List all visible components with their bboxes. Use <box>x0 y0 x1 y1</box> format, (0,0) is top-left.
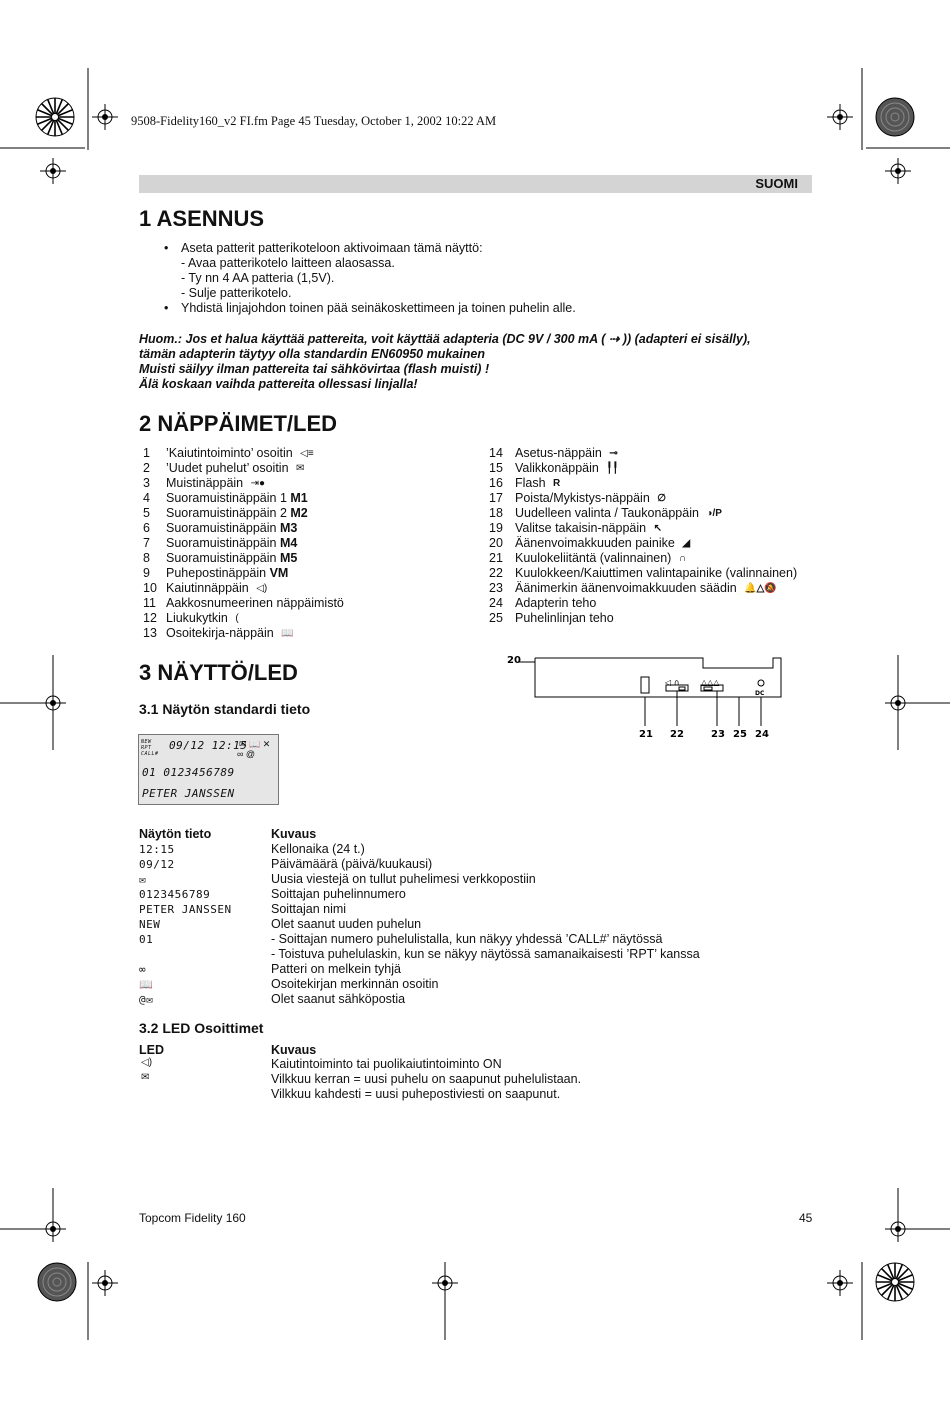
key-label: Kuulokeliitäntä (valinnainen) ∩ <box>515 551 687 565</box>
led-symbol: ✉ <box>141 1072 150 1083</box>
speaker-icon: ◁) <box>256 583 268 595</box>
display-symbol: 01 <box>139 933 154 946</box>
key-label: Kaiutinnäppäin ◁) <box>166 581 268 595</box>
key-label: Adapterin teho <box>515 596 597 610</box>
key-number: 17 <box>489 491 503 505</box>
key-code: M4 <box>279 536 298 550</box>
key-label: Liukukytkin ( <box>166 611 239 625</box>
note-line: Muisti säilyy ilman pattereita tai sähkövirtaa (flash muisti) ! <box>139 362 490 376</box>
mute-icon: ∅ <box>657 493 666 505</box>
led-description: Vilkkuu kahdesti = uusi puhepostiviesti on saapunut. <box>271 1087 561 1101</box>
key-number: 19 <box>489 521 503 535</box>
subsection-3-2-title: 3.2 LED Osoittimet <box>139 1020 264 1036</box>
display-description: Olet saanut uuden puhelun <box>271 917 422 931</box>
key-number: 22 <box>489 566 503 580</box>
callout-20: 20 <box>507 655 521 666</box>
setup-icon: ⊸ <box>609 448 618 460</box>
display-description: Soittajan nimi <box>271 902 347 916</box>
callback-icon: ↖ <box>653 523 662 535</box>
display-description: Uusia viestejä on tullut puhelimesi verkkopostiin <box>271 872 536 886</box>
key-label: Suoramuistinäppäin 2 M2 <box>166 506 308 520</box>
key-label: ’Kaiutintoiminto’ osoitin ◁≡ <box>166 446 314 460</box>
key-label: ’Uudet puhelut’ osoitin ✉ <box>166 461 305 475</box>
key-label: Uudelleen valinta / Taukonäppäin ◑/P <box>515 506 722 520</box>
key-number: 6 <box>143 521 150 535</box>
display-description: Päivämäärä (päivä/kuukausi) <box>271 857 433 871</box>
key-label: Suoramuistinäppäin M5 <box>166 551 298 565</box>
svg-text:△△△: △△△ <box>701 678 720 687</box>
key-label: Puhepostinäppäin VM <box>166 566 289 580</box>
led-table-head-desc: Kuvaus <box>271 1043 317 1057</box>
install-line: - Avaa patterikotelo laitteen alaosassa. <box>181 256 395 270</box>
key-label: Puhelinlinjan teho <box>515 611 614 625</box>
note-line: Huom.: Jos et halua käyttää pattereita, voit käyttää adapteria (DC 9V / 300 mA ( ⇢ )) (adapteri ei sisälly), <box>139 332 751 346</box>
key-label: Valikkonäppäin ╿╿ <box>515 461 619 475</box>
display-symbol: @✉ <box>139 993 154 1006</box>
svg-text:21: 21 <box>639 729 653 740</box>
key-number: 9 <box>143 566 150 580</box>
key-number: 12 <box>143 611 157 625</box>
subsection-3-1-title: 3.1 Näytön standardi tieto <box>139 701 311 717</box>
key-number: 3 <box>143 476 150 490</box>
phone-rear-diagram <box>505 652 790 742</box>
display-symbol: ✉ <box>139 873 147 886</box>
key-label: Suoramuistinäppäin M3 <box>166 521 298 535</box>
language-label: SUOMI <box>755 176 798 191</box>
section-1-title: 1 ASENNUS <box>139 206 265 231</box>
key-number: 10 <box>143 581 157 595</box>
display-description: Patteri on melkein tyhjä <box>271 962 401 976</box>
adapter-note <box>139 332 751 392</box>
redial-icon: ◑/P <box>706 508 722 520</box>
section-3-title: 3 NÄYTTÖ/LED <box>139 660 298 685</box>
key-code: VM <box>269 566 289 580</box>
speaker-led-icon: ◁≡ <box>300 448 314 460</box>
memory-arrow-icon: ⇥● <box>250 478 266 490</box>
key-number: 5 <box>143 506 150 520</box>
key-number: 20 <box>489 536 503 550</box>
led-table-head-key: LED <box>139 1043 164 1057</box>
display-symbol: 09/12 <box>139 858 175 871</box>
display-description: - Soittajan numero puhelulistalla, kun näkyy yhdessä ’CALL#’ näytössä <box>271 932 663 946</box>
key-number: 21 <box>489 551 503 565</box>
key-label: Suoramuistinäppäin 1 M1 <box>166 491 308 505</box>
key-label: Poista/Mykistys-näppäin ∅ <box>515 491 666 505</box>
display-table-head-desc: Kuvaus <box>271 827 317 841</box>
install-line: - Ty nn 4 AA patteria (1,5V). <box>181 271 335 285</box>
display-description: Osoitekirjan merkinnän osoitin <box>271 977 439 991</box>
display-symbol: 📖 <box>139 978 154 991</box>
print-header: 9508-Fidelity160_v2 FI.fm Page 45 Tuesday, October 1, 2002 10:22 AM <box>131 114 497 128</box>
svg-text:22: 22 <box>670 729 684 740</box>
language-bar <box>139 175 812 193</box>
volume-icon: ◢ <box>682 538 691 550</box>
lcd-flags: NEW RPT CALL# <box>141 739 159 757</box>
lcd-name: PETER JANSSEN <box>142 787 235 800</box>
display-symbol: NEW <box>139 918 161 931</box>
key-code: M3 <box>279 521 298 535</box>
display-description: Kellonaika (24 t.) <box>271 842 365 856</box>
key-number: 13 <box>143 626 157 640</box>
key-label: Osoitekirja-näppäin 📖 <box>166 626 294 640</box>
key-code: M1 <box>290 491 308 505</box>
envelope-icon: ✉ <box>296 463 305 475</box>
key-number: 8 <box>143 551 150 565</box>
key-number: 24 <box>489 596 503 610</box>
book-icon: 📖 <box>281 628 294 640</box>
key-label: Muistinäppäin ⇥● <box>166 476 266 490</box>
dc-label: DC <box>755 690 765 697</box>
install-line: Yhdistä linjajohdon toinen pää seinäkoskettimeen ja toinen puhelin alle. <box>181 301 576 315</box>
note-line: Älä koskaan vaihda pattereita ollessasi linjalla! <box>139 377 418 391</box>
key-code: M2 <box>290 506 308 520</box>
key-label: Asetus-näppäin ⊸ <box>515 446 618 460</box>
led-description: Kaiutintoiminto tai puolikaiutintoiminto ON <box>271 1057 502 1071</box>
slide-switch-icon: ( <box>235 613 239 625</box>
display-description: - Toistuva puhelulaskin, kun se näkyy näytössä samanaikaisesti ’RPT’ kanssa <box>271 947 700 961</box>
display-table-head-key: Näytön tieto <box>139 827 212 841</box>
key-number: 7 <box>143 536 150 550</box>
display-description: Soittajan puhelinnumero <box>271 887 406 901</box>
svg-text:23: 23 <box>711 729 725 740</box>
menu-icon: ╿╿ <box>606 463 619 475</box>
lcd-number-line: 01 0123456789 <box>142 766 235 779</box>
key-label: Aakkosnumeerinen näppäimistö <box>166 596 344 610</box>
key-number: 2 <box>143 461 150 475</box>
lcd-battery-email-icons: ∞ @ <box>237 749 256 759</box>
display-symbol: ∞ <box>139 963 147 976</box>
svg-text:25: 25 <box>733 729 747 740</box>
display-symbol: 12:15 <box>139 843 175 856</box>
lcd-datetime: 09/12 12:15 <box>169 739 248 752</box>
key-label: Valitse takaisin-näppäin ↖ <box>515 521 662 535</box>
led-description: Vilkkuu kerran = uusi puhelu on saapunut puhelulistaan. <box>271 1072 582 1086</box>
note-line: tämän adapterin täytyy olla standardin EN60950 mukainen <box>139 347 485 361</box>
key-number: 23 <box>489 581 503 595</box>
key-label: Flash R <box>515 476 561 490</box>
key-number: 18 <box>489 506 503 520</box>
lcd-status-icons: ✉ 📖 ✕ <box>239 739 271 749</box>
key-number: 4 <box>143 491 150 505</box>
led-symbol: ◁) <box>141 1057 153 1068</box>
display-symbol: PETER JANSSEN <box>139 903 232 916</box>
key-number: 1 <box>143 446 150 460</box>
key-label: Äänimerkin äänenvoimakkuuden säädin 🔔△🔕 <box>515 581 777 595</box>
key-number: 11 <box>143 596 156 610</box>
key-number: 16 <box>489 476 503 490</box>
key-label: Kuulokkeen/Kaiuttimen valintapainike (valinnainen) <box>515 566 798 580</box>
footer-left: Topcom Fidelity 160 <box>139 1211 246 1225</box>
svg-text:24: 24 <box>755 729 769 740</box>
install-line: - Sulje patterikotelo. <box>181 286 292 300</box>
install-line: Aseta patterit patterikoteloon aktivoimaan tämä näyttö: <box>181 241 483 255</box>
section-2-title: 2 NÄPPÄIMET/LED <box>139 411 338 436</box>
key-number: 25 <box>489 611 503 625</box>
display-description: Olet saanut sähköpostia <box>271 992 406 1006</box>
svg-text:◁ ∩: ◁ ∩ <box>665 678 680 687</box>
key-number: 14 <box>489 446 503 460</box>
headset-icon: ∩ <box>678 553 687 565</box>
key-number: 15 <box>489 461 503 475</box>
key-label: Suoramuistinäppäin M4 <box>166 536 298 550</box>
key-label: Äänenvoimakkuuden painike ◢ <box>515 536 691 550</box>
bells-icon: 🔔△🔕 <box>744 583 777 595</box>
display-symbol: 0123456789 <box>139 888 211 901</box>
lcd-display <box>138 734 279 805</box>
key-code: M5 <box>279 551 298 565</box>
R-icon: R <box>553 478 561 490</box>
page-number: 45 <box>799 1211 813 1225</box>
